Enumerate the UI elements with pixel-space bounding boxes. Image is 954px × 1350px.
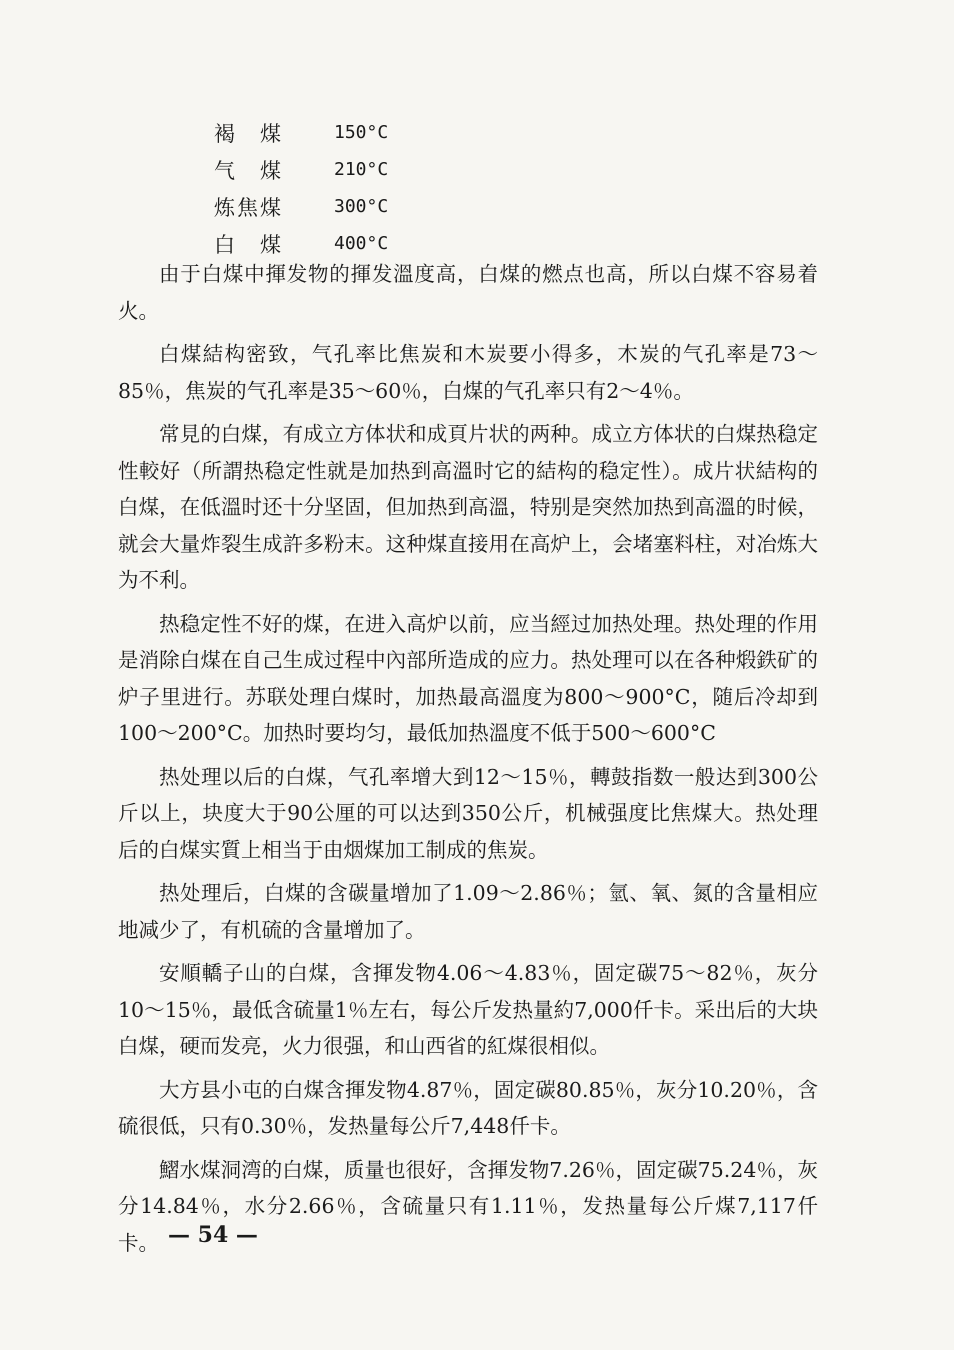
paragraph: 热处理后，白煤的含碳量增加了1.09～2.86％；氫、氧、氮的含量相应地减少了，有机硫的含量增加了。 [118,881,818,942]
paragraph: 由于白煤中揮发物的揮发溫度高，白煤的燃点也高，所以白煤不容易着火。 [118,262,818,323]
temp-row [214,188,388,225]
temp-row [214,114,388,151]
coal-type: 炼焦煤 [214,195,283,220]
coal-type: 褐 煤 [214,121,283,146]
coal-type: 白 煤 [214,232,283,257]
paragraph: 热处理以后的白煤，气孔率增大到12～15％，轉鼓指数一般达到300公斤以上，块度大于90公厘的可以达到350公斤，机械强度比焦煤大。热处理后的白煤实質上相当于由烟煤加工制成的焦炭。 [118,764,818,862]
paragraph: 白煤結构密致，气孔率比焦炭和木炭要小得多，木炭的气孔率是73～85％，焦炭的气孔率是35～60％，白煤的气孔率只有2～4％。 [118,342,818,403]
paragraph: 安順轎子山的白煤，含揮发物4.06～4.83％，固定碳75～82％，灰分10～15％，最低含硫量1％左右，每公斤发热量約7,000仟卡。采出后的大块白煤，硬而发亮，火力很强，和山西省的紅煤很相似。 [118,961,818,1058]
ignition-temp: 300°C [334,196,389,217]
coal-type: 气 煤 [214,158,283,183]
ignition-temp: 150°C [334,122,389,143]
paragraph: 鰼水煤洞湾的白煤，质量也很好，含揮发物7.26％，固定碳75.24％，灰分14.84％，水分2.66％，含硫量只有1.11％，发热量每公斤煤7,117仟卡。 [118,1157,818,1255]
temp-row [214,151,388,188]
paragraph: 热稳定性不好的煤，在进入高炉以前，应当經过加热处理。热处理的作用是消除白煤在自己生成过程中內部所造成的应力。热处理可以在各种煅鉄矿的炉子里进行。苏联处理白煤时，加热最高溫度为800～900°C，随后冷却到100～200°C。加热时要均匀，最低加热溫度不低于500～600°C [118,611,818,745]
ignition-temp: 400°C [334,233,389,254]
body-text [118,256,818,1268]
ignition-temp: 210°C [334,159,389,180]
ignition-temperature-list [214,114,388,262]
paragraph: 大方县小屯的白煤含揮发物4.87％，固定碳80.85％，灰分10.20％，含硫很低，只有0.30％，发热量每公斤7,448仟卡。 [118,1077,818,1138]
page-number: — 54 — [168,1222,258,1248]
paragraph: 常見的白煤，有成立方体状和成頁片状的两种。成立方体状的白煤热稳定性較好（所謂热稳定性就是加热到高溫时它的結构的稳定性）。成片状結构的白煤，在低溫时还十分坚固，但加热到高溫，特别是突然加热到高溫的时候，就会大量炸裂生成許多粉末。这种煤直接用在高炉上，会堵塞料柱，对冶炼大为不利。 [118,422,818,592]
